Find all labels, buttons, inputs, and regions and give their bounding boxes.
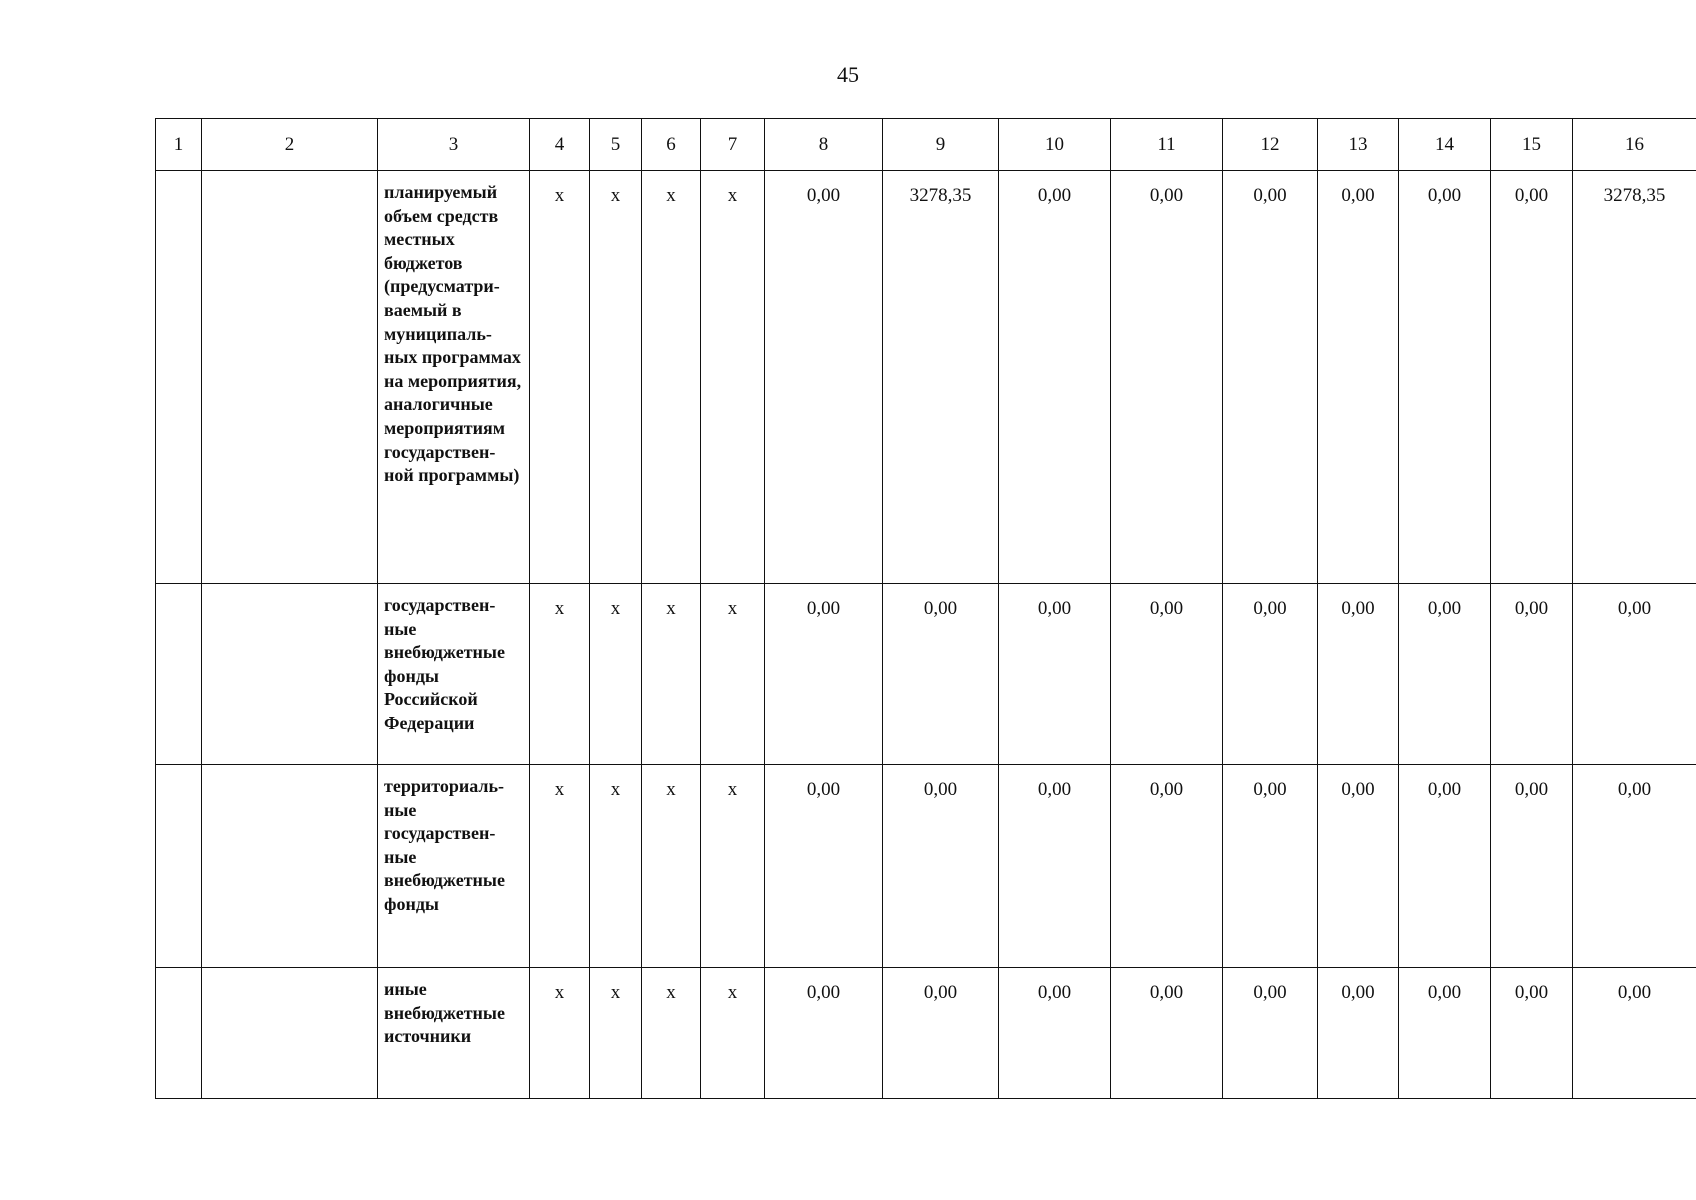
table-cell	[202, 765, 378, 968]
value-cell: 0,00	[1573, 765, 1696, 968]
value-cell: 0,00	[1318, 171, 1399, 584]
column-header: 13	[1318, 119, 1399, 171]
header-row	[156, 119, 1696, 171]
mark-cell: х	[530, 968, 590, 1099]
value-cell: 0,00	[1491, 171, 1573, 584]
value-cell: 0,00	[1111, 171, 1223, 584]
mark-cell: х	[701, 765, 765, 968]
mark-cell: х	[701, 968, 765, 1099]
column-header: 10	[999, 119, 1111, 171]
value-cell: 0,00	[1491, 765, 1573, 968]
value-cell: 3278,35	[1573, 171, 1696, 584]
column-header: 6	[642, 119, 701, 171]
column-header: 7	[701, 119, 765, 171]
value-cell: 0,00	[765, 584, 883, 765]
value-cell: 0,00	[765, 968, 883, 1099]
value-cell: 0,00	[999, 584, 1111, 765]
value-cell: 0,00	[883, 968, 999, 1099]
value-cell: 3278,35	[883, 171, 999, 584]
column-header: 16	[1573, 119, 1696, 171]
mark-cell: х	[530, 584, 590, 765]
column-header: 9	[883, 119, 999, 171]
value-cell: 0,00	[883, 765, 999, 968]
funding-source-cell: планируемый объем средств местных бюджетов (предусматри-ваемый в муниципаль-ных программах на мероприятия, аналогичные мероприятиям государствен-ной программы)	[378, 171, 530, 584]
mark-cell: х	[642, 584, 701, 765]
value-cell: 0,00	[1223, 968, 1318, 1099]
column-header: 3	[378, 119, 530, 171]
value-cell: 0,00	[883, 584, 999, 765]
column-header: 2	[202, 119, 378, 171]
mark-cell: х	[530, 765, 590, 968]
value-cell: 0,00	[765, 171, 883, 584]
value-cell: 0,00	[1111, 968, 1223, 1099]
value-cell: 0,00	[1111, 765, 1223, 968]
table-cell	[156, 765, 202, 968]
mark-cell: х	[642, 171, 701, 584]
table-cell	[202, 171, 378, 584]
column-header: 15	[1491, 119, 1573, 171]
value-cell: 0,00	[1399, 171, 1491, 584]
funding-source-cell: территориаль-ные государствен-ные внебюджетные фонды	[378, 765, 530, 968]
column-header: 5	[590, 119, 642, 171]
mark-cell: х	[590, 765, 642, 968]
column-header: 11	[1111, 119, 1223, 171]
column-header: 8	[765, 119, 883, 171]
mark-cell: х	[530, 171, 590, 584]
table-row	[156, 968, 1696, 1099]
funding-source-cell: государствен-ные внебюджетные фонды Российской Федерации	[378, 584, 530, 765]
table-cell	[156, 968, 202, 1099]
value-cell: 0,00	[1318, 968, 1399, 1099]
value-cell: 0,00	[1223, 765, 1318, 968]
table-cell	[202, 584, 378, 765]
value-cell: 0,00	[1399, 968, 1491, 1099]
table-cell	[202, 968, 378, 1099]
budget-table	[155, 118, 1696, 1099]
column-header: 14	[1399, 119, 1491, 171]
value-cell: 0,00	[1223, 171, 1318, 584]
value-cell: 0,00	[1318, 584, 1399, 765]
mark-cell: х	[590, 171, 642, 584]
mark-cell: х	[642, 765, 701, 968]
table-row	[156, 171, 1696, 584]
column-header: 12	[1223, 119, 1318, 171]
value-cell: 0,00	[765, 765, 883, 968]
table-row	[156, 765, 1696, 968]
mark-cell: х	[642, 968, 701, 1099]
value-cell: 0,00	[999, 968, 1111, 1099]
value-cell: 0,00	[999, 765, 1111, 968]
mark-cell: х	[701, 584, 765, 765]
mark-cell: х	[590, 584, 642, 765]
value-cell: 0,00	[1399, 584, 1491, 765]
table-cell	[156, 584, 202, 765]
funding-source-cell: иные внебюджетные источники	[378, 968, 530, 1099]
value-cell: 0,00	[1223, 584, 1318, 765]
value-cell: 0,00	[1491, 584, 1573, 765]
column-header: 4	[530, 119, 590, 171]
value-cell: 0,00	[1111, 584, 1223, 765]
value-cell: 0,00	[999, 171, 1111, 584]
table-cell	[156, 171, 202, 584]
table-row	[156, 584, 1696, 765]
value-cell: 0,00	[1318, 765, 1399, 968]
value-cell: 0,00	[1399, 765, 1491, 968]
page-number: 45	[837, 62, 859, 87]
column-header: 1	[156, 119, 202, 171]
value-cell: 0,00	[1491, 968, 1573, 1099]
mark-cell: х	[701, 171, 765, 584]
mark-cell: х	[590, 968, 642, 1099]
value-cell: 0,00	[1573, 584, 1696, 765]
value-cell: 0,00	[1573, 968, 1696, 1099]
